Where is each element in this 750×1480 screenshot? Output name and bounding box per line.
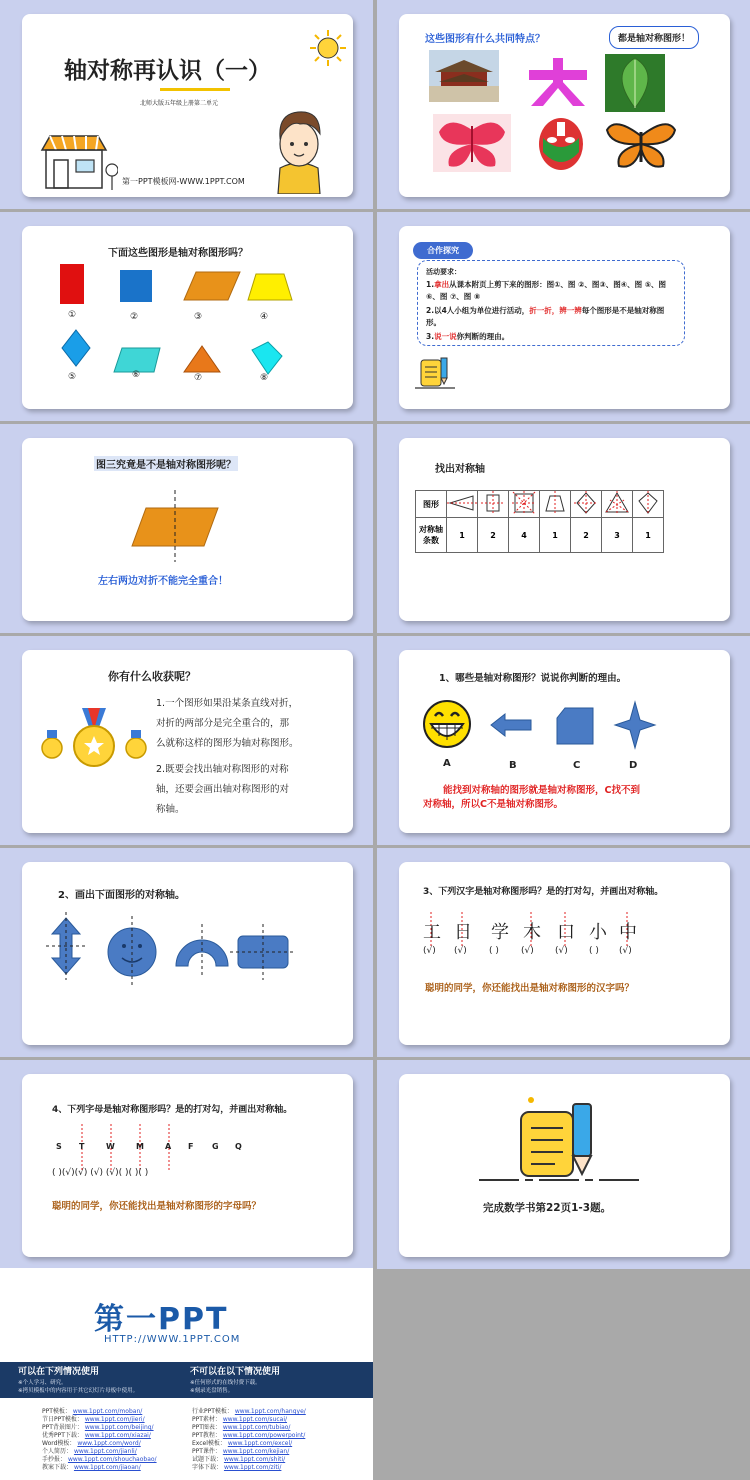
slide-3-card: [22, 226, 353, 409]
count-7: 1: [633, 518, 664, 553]
rounded-rectangle-shape: [230, 924, 296, 980]
footer-logo: 第一PPT: [94, 1302, 229, 1337]
link-row[interactable]: 字体下载： www.1ppt.com/ziti/: [192, 1464, 282, 1471]
link-row[interactable]: 试题下载： www.1ppt.com/shiti/: [192, 1456, 286, 1463]
option-b: B: [509, 760, 517, 771]
letter-w: W: [106, 1142, 115, 1151]
count-2: 2: [478, 518, 509, 553]
slide-8-answer-line-1: 能找到对称轴的图形就是轴对称图形，C找不到: [443, 785, 640, 796]
char-kou: 口: [557, 922, 575, 943]
header-figure: 图形: [416, 491, 447, 518]
link-row[interactable]: PPT教程： www.1ppt.com/powerpoint/: [192, 1432, 306, 1439]
brand-text: 第一PPT模板网-WWW.1PPT.COM: [122, 177, 245, 186]
count-6: 3: [602, 518, 633, 553]
orange-triangle: [184, 346, 220, 372]
smiley-circle-shape: [108, 916, 156, 988]
slide-1-card: [22, 14, 353, 197]
grin-face-icon: [421, 698, 473, 750]
slide-3-question: 下面这些图形是轴对称图形吗？: [108, 248, 248, 259]
arch-shape: [176, 924, 228, 978]
slide-5-answer: 左右两边对折不能完全重合！: [98, 576, 228, 587]
slide-9-question: 2、画出下面图形的对称轴。: [58, 890, 185, 901]
blue-square: [120, 270, 152, 302]
count-4: 1: [540, 518, 571, 553]
letter-marks: ( )(√)(√) (√) (√)( )( )( ): [52, 1168, 149, 1178]
activity-box: [417, 260, 685, 346]
slide-9-card: [22, 862, 353, 1045]
slide-4-card: [399, 226, 730, 409]
activity-line-3: 3.说一说你判断的理由。: [426, 332, 510, 341]
label-6: ⑥: [132, 370, 141, 380]
link-row[interactable]: 优秀PPT下载： www.1ppt.com/xiazai/: [42, 1432, 151, 1439]
header-axis-count: 对称轴 条数: [416, 518, 447, 553]
double-arrow-shape: [46, 912, 86, 980]
char-zhong: 中: [619, 922, 637, 943]
cannot-use-1: ※任何形式的在线付费下载。: [190, 1380, 261, 1386]
mark-6: ( ): [589, 946, 599, 956]
slide-11-question: 4、下列字母是轴对称图形吗？是的打对勾，并画出对称轴。: [52, 1105, 293, 1115]
slide-title: 轴对称再认识（一）: [64, 58, 271, 84]
summary-point-1: 1.一个图形如果沿某条直线对折， 对折的两部分是完全重合的，那 么就称这样的图形为轴对称图形。: [156, 698, 299, 749]
slide-6-card: [399, 438, 730, 621]
letter-s: S: [56, 1142, 62, 1151]
can-use-title: 可以在下列情况使用: [18, 1367, 100, 1377]
cannot-use-title: 不可以在以下情况使用: [190, 1367, 281, 1377]
link-row[interactable]: 手抄报： www.1ppt.com/shouchaobao/: [42, 1456, 157, 1463]
slide-6-title: 找出对称轴: [435, 464, 485, 475]
char-xiao: 小: [589, 922, 607, 943]
can-use-2: ※拷贝模板中的内容用于其它幻灯片母板中使用。: [18, 1388, 139, 1394]
mark-1: (√): [423, 946, 436, 956]
mark-5: (√): [555, 946, 568, 956]
can-use-1: ※个人学习、研究。: [18, 1380, 67, 1386]
cyan-kite: [252, 342, 282, 374]
slide-5[interactable]: [0, 424, 373, 633]
slide-8-answer-line-2: 对称轴，所以C不是轴对称图形。: [423, 799, 563, 810]
option-d: D: [629, 760, 638, 771]
slide-1[interactable]: [0, 0, 373, 209]
fig-cell-5: [571, 491, 602, 518]
slide-7[interactable]: [0, 636, 373, 845]
slide-10[interactable]: [377, 848, 750, 1057]
mark-7: (√): [619, 946, 632, 956]
mark-2: (√): [454, 946, 467, 956]
opera-mask-image: [535, 116, 587, 172]
blue-rhombus: [62, 330, 90, 366]
link-row[interactable]: 节日PPT模板： www.1ppt.com/jieri/: [42, 1416, 145, 1423]
count-5: 2: [571, 518, 602, 553]
option-c: C: [573, 760, 581, 771]
temple-image: [429, 50, 499, 102]
axis-table: [415, 490, 664, 553]
link-row[interactable]: 行业PPT模板： www.1ppt.com/hangye/: [192, 1408, 306, 1415]
cannot-use-2: ※刻录光盘销售。: [190, 1388, 234, 1394]
parallelogram-figure: [22, 438, 353, 621]
red-rectangle: [60, 264, 84, 304]
slide-7-card: [22, 650, 353, 833]
fig-cell-1: [447, 491, 478, 518]
link-row[interactable]: PPT课件： www.1ppt.com/kejian/: [192, 1448, 290, 1455]
char-ri: 日: [454, 922, 472, 943]
slide-11-card: [22, 1074, 353, 1257]
label-8: ⑧: [260, 373, 269, 383]
axis-drawing-figures: [22, 862, 353, 1045]
summary-point-2: 2.既要会找出轴对称图形的对称 轴，还要会画出轴对称图形的对 称轴。: [156, 764, 290, 815]
char-gong: 工: [423, 922, 441, 943]
slide-2[interactable]: [377, 0, 750, 209]
link-row[interactable]: PPT模板： www.1ppt.com/moban/: [42, 1408, 143, 1415]
label-2: ②: [130, 312, 139, 322]
four-point-star-shape: [613, 700, 657, 750]
shop-icon: [38, 134, 118, 192]
slide-5-card: [22, 438, 353, 621]
answer-bubble: 都是轴对称图形！: [609, 26, 699, 49]
letter-f: F: [188, 1142, 194, 1151]
fig-cell-2: [478, 491, 509, 518]
sun-icon: [308, 28, 348, 68]
boy-avatar: [268, 102, 330, 194]
link-row[interactable]: Word模板： www.1ppt.com/word/: [42, 1440, 141, 1447]
letter-g: G: [212, 1142, 219, 1151]
cut-square-shape: [555, 706, 595, 746]
monarch-butterfly-image: [605, 114, 677, 172]
slide-3[interactable]: [0, 212, 373, 421]
link-row[interactable]: PPT图表： www.1ppt.com/tubiao/: [192, 1424, 291, 1431]
count-3: 4: [509, 518, 540, 553]
label-7: ⑦: [194, 373, 203, 383]
slide-10-card: [399, 862, 730, 1045]
cooperation-tag: 合作探究: [413, 242, 473, 259]
cyan-quadrilateral: [114, 348, 160, 372]
fig-cell-3: [509, 491, 540, 518]
slide-11[interactable]: [0, 1060, 373, 1269]
option-a: A: [443, 758, 451, 769]
slide-9[interactable]: [0, 848, 373, 1057]
slide-8[interactable]: [377, 636, 750, 845]
slide-10-followup: 聪明的同学，你还能找出是轴对称图形的汉字吗？: [425, 983, 635, 994]
count-1: 1: [447, 518, 478, 553]
activity-line-1: 1.拿出从课本附页上剪下来的图形：图①、图 ②、图③、图④、图 ⑤、图 ⑥、图 ⑦、图 ⑧: [426, 280, 667, 301]
homework-text: 完成数学书第22页1-3题。: [483, 1202, 612, 1214]
notepad-pencil-illustration: [479, 1094, 639, 1186]
usage-band: [0, 1362, 373, 1398]
label-4: ④: [260, 312, 269, 322]
link-row[interactable]: PPT背景图片： www.1ppt.com/beijing/: [42, 1424, 154, 1431]
label-5: ⑤: [68, 372, 77, 382]
letter-t: T: [79, 1142, 85, 1151]
label-1: ①: [68, 310, 77, 320]
mark-3: ( ): [489, 946, 499, 956]
yellow-trapezoid: [248, 274, 292, 300]
char-xue: 学: [491, 922, 509, 943]
slide-5-question: 图三究竟是不是轴对称图形呢？: [94, 456, 238, 471]
leaf-image: [605, 54, 665, 112]
letter-a: A: [165, 1142, 172, 1151]
link-row[interactable]: Excel模板： www.1ppt.com/excel/: [192, 1440, 293, 1447]
slide-subtitle: 北师大版五年级上册第二单元: [140, 100, 219, 107]
activity-title: 活动要求：: [426, 268, 461, 276]
fig-cell-7: [633, 491, 664, 518]
slide-10-question: 3、下列汉字是轴对称图形吗？是的打对勾，并画出对称轴。: [423, 887, 664, 897]
footer-url: HTTP://WWW.1PPT.COM: [104, 1334, 241, 1345]
letter-q: Q: [235, 1142, 242, 1151]
footer-panel: [0, 1268, 373, 1480]
mark-4: (√): [521, 946, 534, 956]
orange-parallelogram: [184, 272, 240, 300]
medal-icon: [40, 698, 148, 778]
char-mu: 木: [523, 922, 541, 943]
slide-7-title: 你有什么收获呢？: [108, 670, 196, 683]
fig-cell-6: [602, 491, 633, 518]
slide-2-question: 这些图形有什么共同特点？: [425, 34, 545, 45]
slide-8-question: 1、哪些是轴对称图形？说说你判断的理由。: [439, 673, 627, 684]
slide-12-card: [399, 1074, 730, 1257]
link-row[interactable]: 教案下载： www.1ppt.com/jiaoan/: [42, 1464, 141, 1471]
slide-4[interactable]: [377, 212, 750, 421]
slide-12[interactable]: [377, 1060, 750, 1269]
slide-8-card: [399, 650, 730, 833]
link-row[interactable]: 个人简历： www.1ppt.com/jianli/: [42, 1448, 137, 1455]
link-row[interactable]: PPT素材： www.1ppt.com/sucai/: [192, 1416, 288, 1423]
slide-11-followup: 聪明的同学，你还能找出是轴对称图形的字母吗？: [52, 1201, 262, 1212]
left-arrow-shape: [489, 712, 533, 738]
letter-m: M: [136, 1142, 144, 1151]
title-underline: [160, 88, 230, 91]
da-character-image: [527, 58, 589, 108]
notepad-pencil-icon: [415, 356, 455, 390]
activity-line-2: 2.以4人小组为单位进行活动，折一折，辨一辨每个图形是不是轴对称图形。: [426, 306, 665, 327]
label-3: ③: [194, 312, 203, 322]
slide-6[interactable]: [377, 424, 750, 633]
slide-2-card: [399, 14, 730, 197]
fig-cell-4: [540, 491, 571, 518]
butterfly-papercut-image: [433, 114, 511, 172]
